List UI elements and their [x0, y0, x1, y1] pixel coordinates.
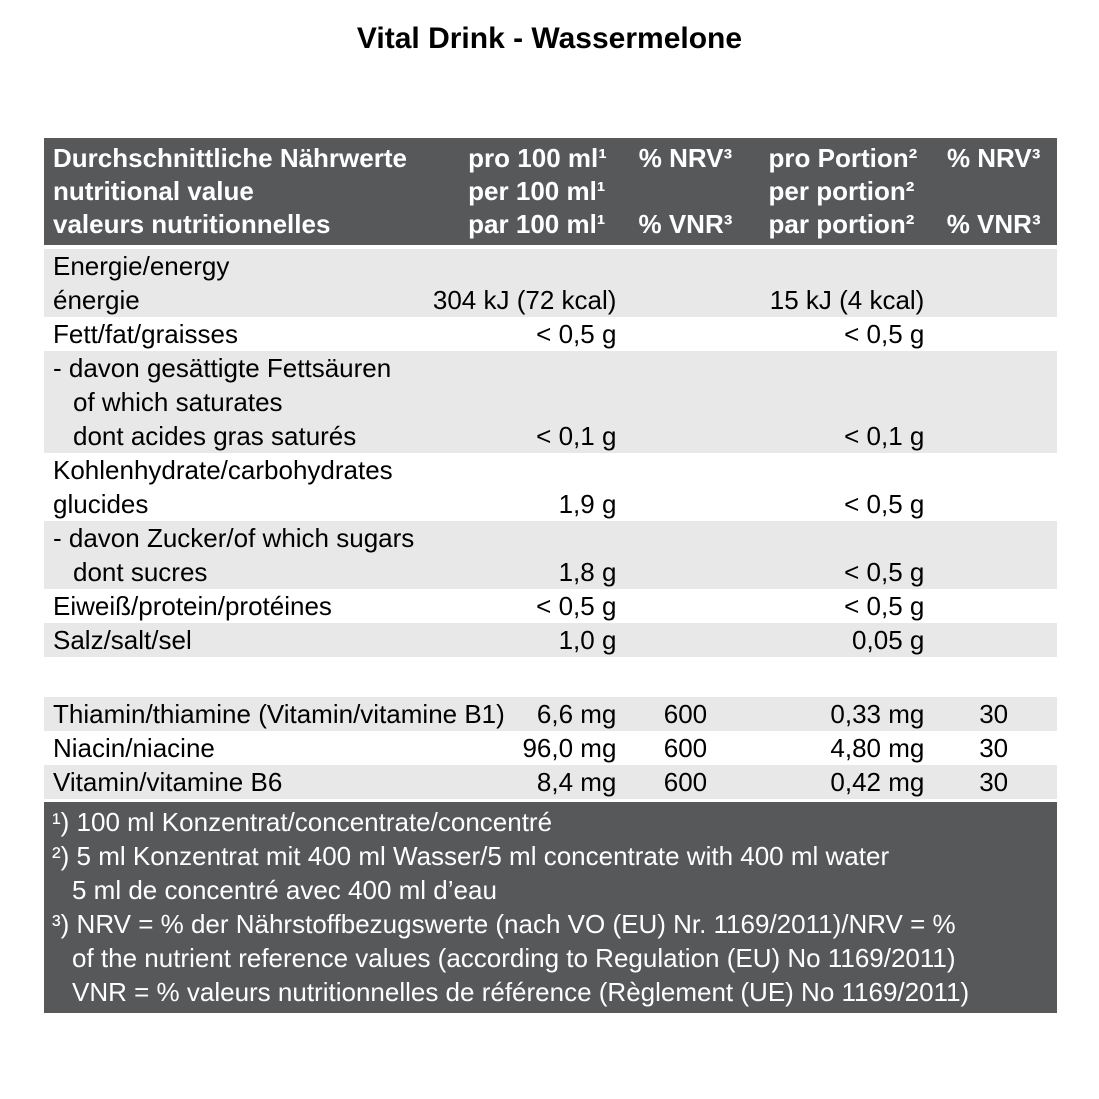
- row-label: [44, 317, 409, 351]
- label-line: dont sucres: [73, 557, 208, 587]
- table-row-carbohydrates: [44, 453, 1057, 521]
- value-nrv-portion: 30: [979, 699, 1009, 729]
- label-line: Thiamin/thiamine (Vitamin/vitamine B1): [53, 699, 505, 729]
- row-label: [44, 697, 505, 731]
- footnote-nrv-fr: VNR = % valeurs nutritionnelles de référence (Règlement (UE) No 1169/2011): [72, 977, 970, 1007]
- header-label-line: valeurs nutritionnelles: [53, 209, 331, 239]
- value-per-100ml: 6,6 mg: [536, 699, 617, 729]
- row-label: [44, 521, 415, 589]
- value-per-100ml: 96,0 mg: [522, 733, 617, 763]
- value-per-100ml: 304 kJ (72 kcal): [432, 285, 617, 315]
- label-line: Energie/energy: [53, 251, 230, 281]
- table-row-niacin: [44, 731, 1057, 765]
- value-nrv-100ml: 600: [663, 767, 708, 797]
- label-line: glucides: [53, 489, 149, 519]
- header-label-line: nutritional value: [53, 176, 254, 206]
- value-per-portion: < 0,5 g: [844, 557, 925, 587]
- footnotes: [44, 802, 1057, 1013]
- header-portion-line: pro Portion²: [768, 143, 918, 173]
- table-body: [44, 249, 1057, 799]
- value-per-100ml: 1,8 g: [558, 557, 617, 587]
- value-per-100ml: < 0,5 g: [536, 591, 617, 621]
- footnote-concentrate: ¹) 100 ml Konzentrat/concentrate/concentré: [52, 807, 553, 837]
- label-line: Kohlenhydrate/carbohydrates: [53, 455, 393, 485]
- section-gap: [44, 657, 1057, 697]
- header-nutrients-column: [44, 142, 409, 241]
- footnote-portion: ²) 5 ml Konzentrat mit 400 ml Wasser/5 ml concentrate with 400 ml water: [52, 841, 890, 871]
- header-nrv-line: [622, 175, 748, 208]
- row-label: [44, 731, 409, 765]
- row-label: [44, 249, 409, 317]
- value-nrv-100ml: 600: [663, 699, 708, 729]
- label-line: énergie: [53, 285, 140, 315]
- value-per-portion: < 0,5 g: [844, 489, 925, 519]
- header-per-portion-column: [749, 142, 931, 241]
- row-label: [44, 765, 409, 799]
- label-line: Fett/fat/graisses: [53, 319, 238, 349]
- label-line: Eiweiß/protein/protéines: [53, 591, 332, 621]
- table-header: [44, 138, 1057, 245]
- header-nrv-100ml-column: [622, 142, 748, 241]
- value-per-100ml: 1,9 g: [558, 489, 617, 519]
- header-per100-line: per 100 ml¹: [468, 176, 606, 206]
- header-portion-line: per portion²: [768, 176, 915, 206]
- table-row-sugars: [44, 521, 1057, 589]
- label-line: Niacin/niacine: [53, 733, 215, 763]
- header-nrv-line: % VNR³: [946, 209, 1041, 239]
- value-per-portion: < 0,5 g: [844, 591, 925, 621]
- table-row-saturates: [44, 351, 1057, 453]
- value-per-portion: < 0,5 g: [844, 319, 925, 349]
- table-row-fat: [44, 317, 1057, 351]
- footnote-nrv-de: ³) NRV = % der Nährstoffbezugswerte (nach VO (EU) Nr. 1169/2011)/NRV = %: [52, 909, 956, 939]
- header-portion-line: par portion²: [768, 209, 915, 239]
- header-nrv-portion-column: [930, 142, 1057, 241]
- value-per-portion: < 0,1 g: [844, 421, 925, 451]
- table-row-salt: [44, 623, 1057, 657]
- footnote-portion-fr: 5 ml de concentré avec 400 ml d’eau: [72, 875, 497, 905]
- row-label: [44, 351, 409, 453]
- table-row-protein: [44, 589, 1057, 623]
- value-per-portion: 0,33 mg: [830, 699, 925, 729]
- header-nrv-line: [930, 175, 1057, 208]
- header-nrv-line: % NRV³: [638, 143, 733, 173]
- value-nrv-portion: 30: [979, 767, 1009, 797]
- header-per100-line: pro 100 ml¹: [468, 143, 607, 173]
- footnote-nrv-en: of the nutrient reference values (according to Regulation (EU) No 1169/2011): [72, 943, 956, 973]
- page-title: Vital Drink - Wassermelone: [356, 22, 743, 55]
- label-line: Salz/salt/sel: [53, 625, 192, 655]
- value-nrv-portion: 30: [979, 733, 1009, 763]
- table-row-vitamin-b6: [44, 765, 1057, 799]
- value-per-100ml: < 0,1 g: [536, 421, 617, 451]
- table-row-energy: [44, 249, 1057, 317]
- value-per-100ml: 8,4 mg: [536, 767, 617, 797]
- label-line: Vitamin/vitamine B6: [53, 767, 283, 797]
- value-per-portion: 15 kJ (4 kcal): [769, 285, 925, 315]
- label-line: - davon Zucker/of which sugars: [53, 523, 415, 553]
- row-label: [44, 589, 409, 623]
- value-nrv-100ml: 600: [663, 733, 708, 763]
- value-per-100ml: < 0,5 g: [536, 319, 617, 349]
- label-line: - davon gesättigte Fettsäuren: [53, 353, 392, 383]
- value-per-100ml: 1,0 g: [558, 625, 617, 655]
- row-label: [44, 623, 409, 657]
- label-line: of which saturates: [73, 387, 283, 417]
- label-line: dont acides gras saturés: [73, 421, 357, 451]
- header-per100-line: par 100 ml¹: [468, 209, 606, 239]
- header-nrv-line: % NRV³: [946, 143, 1041, 173]
- header-nrv-line: % VNR³: [638, 209, 733, 239]
- value-per-portion: 0,05 g: [852, 625, 925, 655]
- header-label-line: Durchschnittliche Nährwerte: [53, 143, 407, 173]
- value-per-portion: 4,80 mg: [830, 733, 925, 763]
- header-per-100ml-column: [409, 142, 622, 241]
- nutrition-table: [44, 138, 1057, 1013]
- value-per-portion: 0,42 mg: [830, 767, 925, 797]
- row-label: [44, 453, 409, 521]
- table-row-thiamine: [44, 697, 1057, 731]
